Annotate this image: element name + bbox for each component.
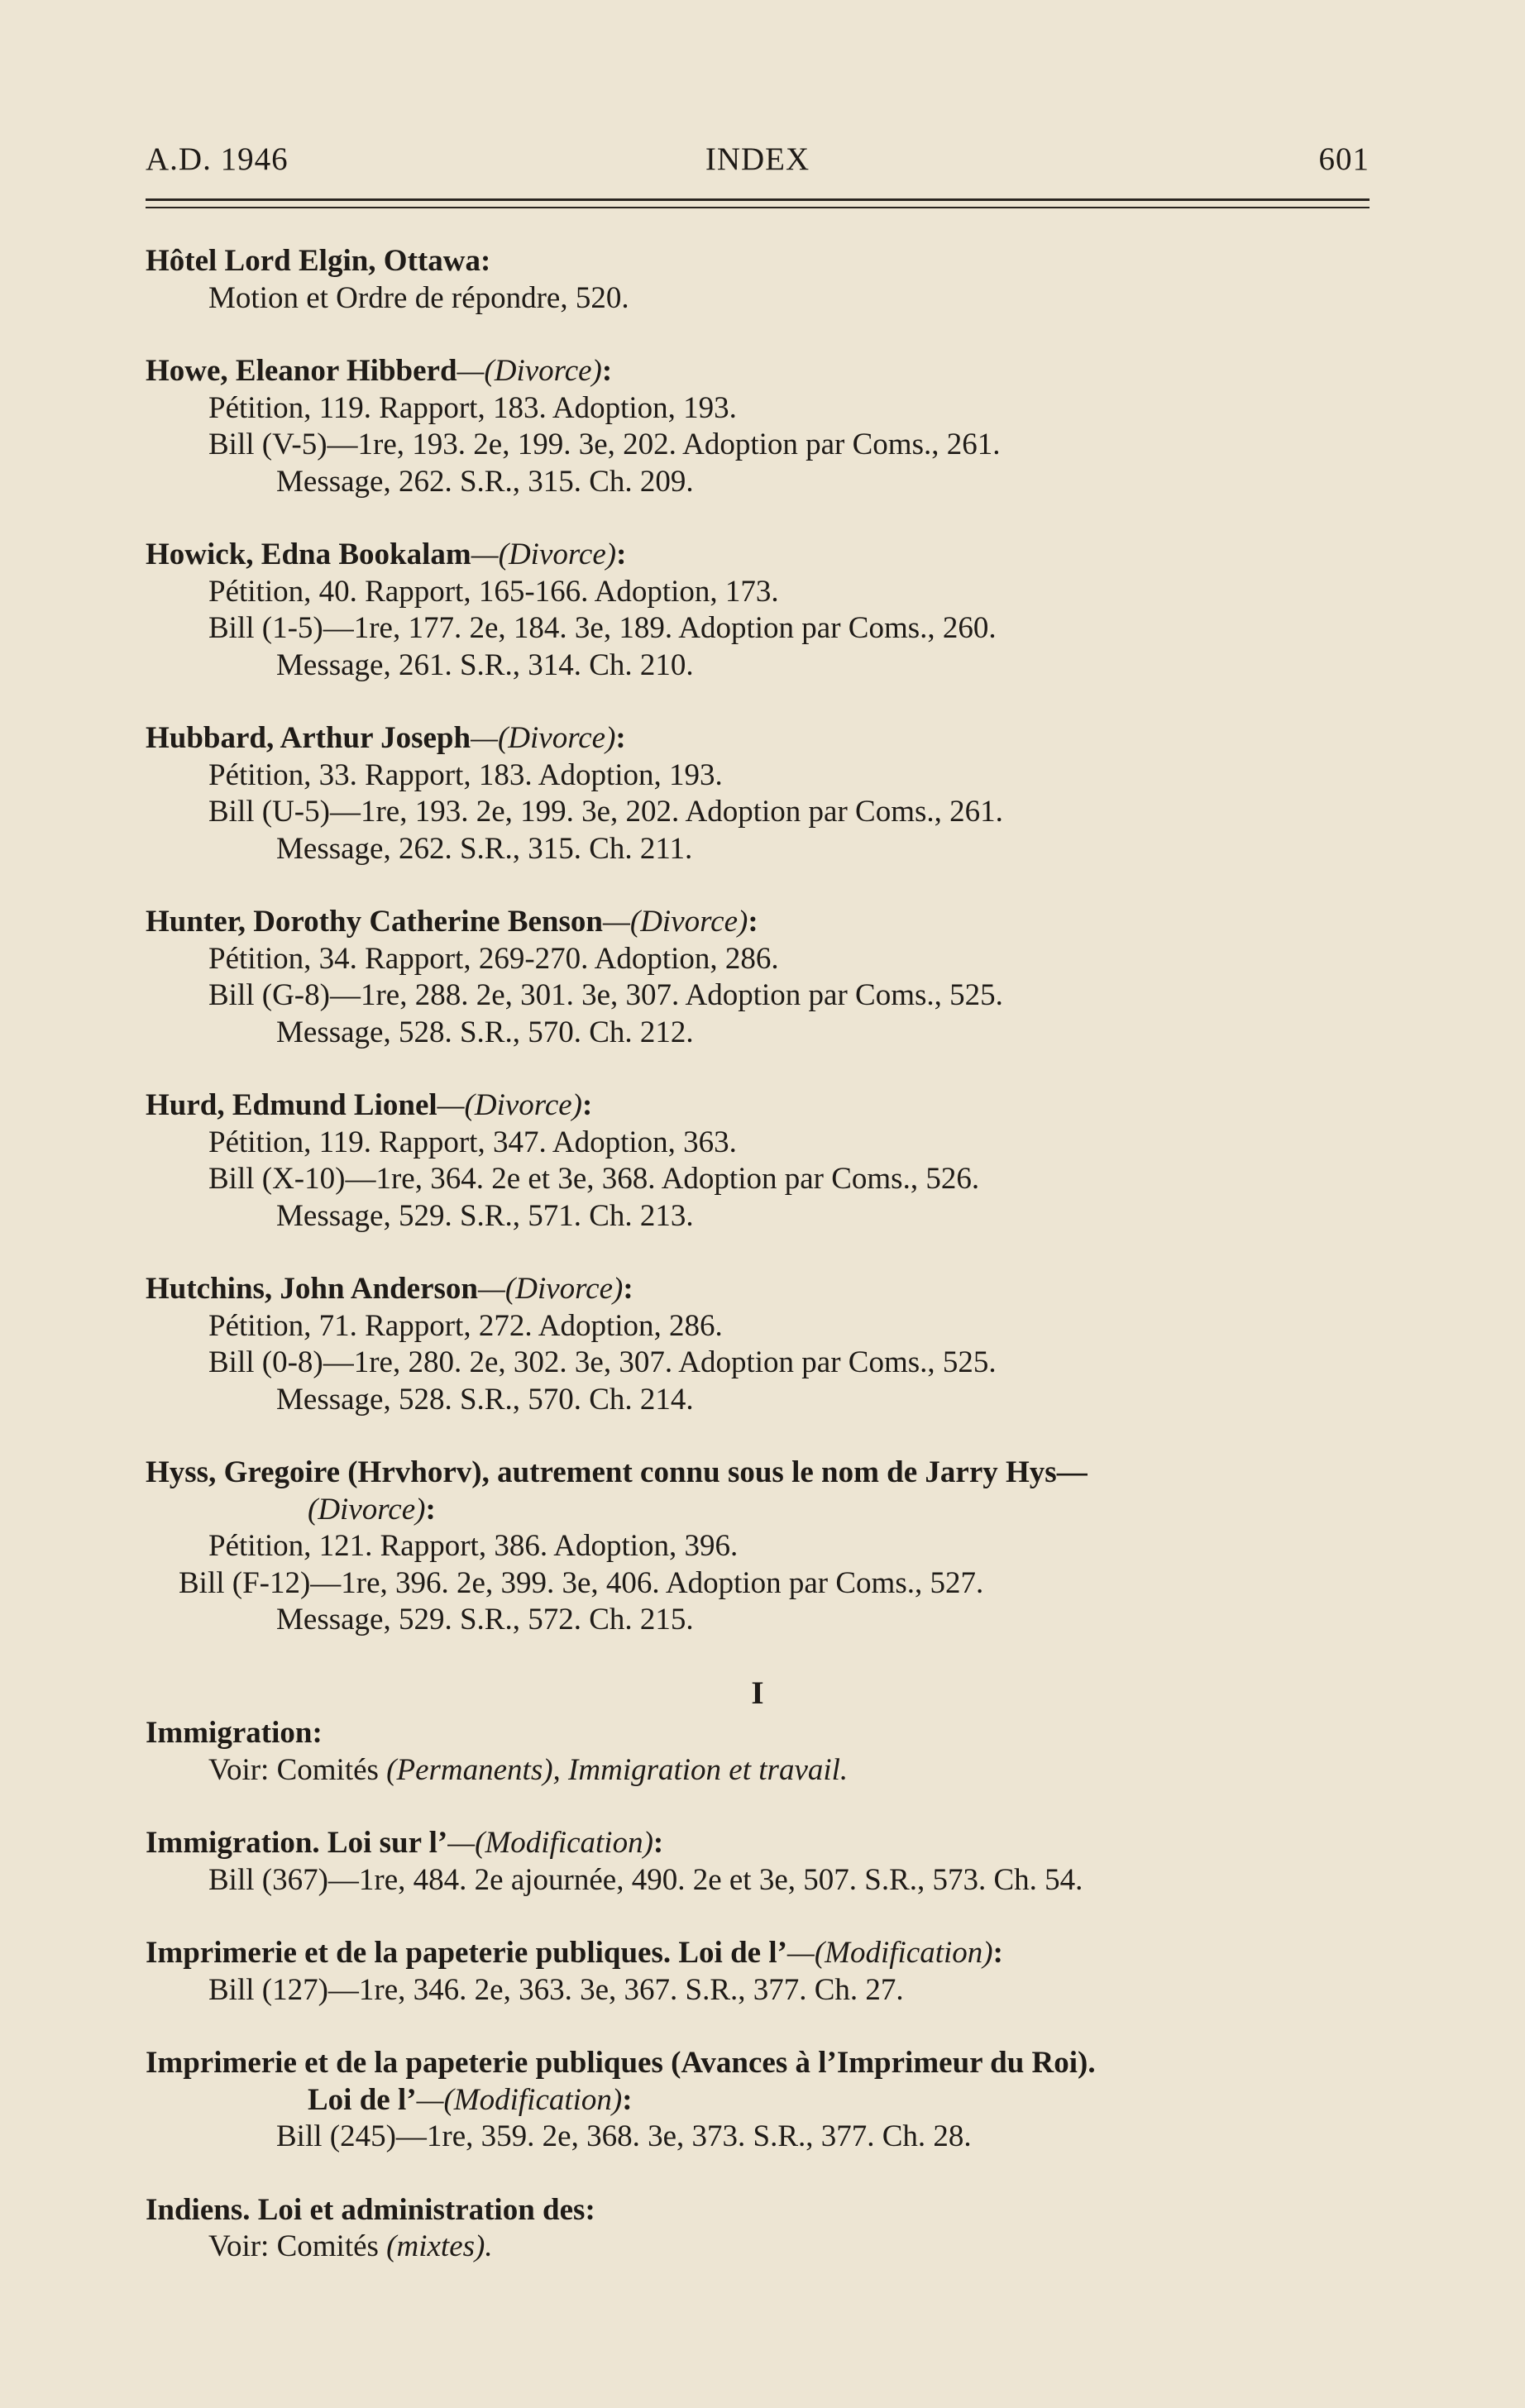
entry-line: Bill (G-8)—1re, 288. 2e, 301. 3e, 307. Adoption par Coms., 525. (208, 978, 1003, 1012)
entry-line: Pétition, 34. Rapport, 269-270. Adoption, 286. (208, 941, 779, 976)
entry-heading: Hurd, Edmund Lionel—(Divorce): (146, 1088, 593, 1122)
entry-heading: Imprimerie et de la papeterie publiques (Avances à l’Imprimeur du Roi). (146, 2046, 1096, 2080)
entry-line: Message, 261. S.R., 314. Ch. 210. (276, 647, 694, 682)
entry-heading: Howe, Eleanor Hibberd—(Divorce): (146, 354, 613, 388)
entry-heading: Hôtel Lord Elgin, Ottawa: (146, 244, 491, 278)
entry-line: Message, 262. S.R., 315. Ch. 209. (276, 464, 694, 499)
header-year: A.D. 1946 (146, 141, 289, 177)
index-entry (146, 1715, 1370, 1789)
entry-heading: Immigration: (146, 1716, 323, 1750)
entry-heading-continued: (Divorce): (308, 1492, 436, 1526)
entry-line: Pétition, 71. Rapport, 272. Adoption, 286. (208, 1308, 723, 1343)
page-number: 601 (1318, 141, 1370, 177)
entry-line: Bill (245)—1re, 359. 2e, 368. 3e, 373. S.R., 377. Ch. 28. (276, 2119, 972, 2153)
entry-line: Bill (X-10)—1re, 364. 2e et 3e, 368. Adoption par Coms., 526. (208, 1162, 980, 1196)
header-rule-top (146, 198, 1370, 201)
page-header (146, 141, 1370, 190)
entry-heading: Immigration. Loi sur l’—(Modification): (146, 1826, 664, 1860)
header-rule-bottom (146, 207, 1370, 208)
index-entry (146, 1455, 1370, 1639)
entry-line: Bill (V-5)—1re, 193. 2e, 199. 3e, 202. Adoption par Coms., 261. (208, 428, 1001, 461)
entry-heading: Hutchins, John Anderson—(Divorce): (146, 1272, 633, 1306)
entry-line: Message, 262. S.R., 315. Ch. 211. (276, 831, 693, 866)
entry-line: Voir: Comités (mixtes). (208, 2229, 493, 2263)
index-entry (146, 1271, 1370, 1418)
entry-heading: Hubbard, Arthur Joseph—(Divorce): (146, 721, 626, 755)
entry-line: Pétition, 121. Rapport, 386. Adoption, 396. (208, 1529, 739, 1563)
entry-line: Pétition, 119. Rapport, 347. Adoption, 363. (208, 1125, 737, 1159)
entry-heading: Indiens. Loi et administration des: (146, 2192, 595, 2227)
index-entry (146, 243, 1370, 317)
entry-line: Voir: Comités (Permanents), Immigration et travail. (208, 1752, 849, 1787)
index-entry (146, 1825, 1370, 1899)
section-letter: I (751, 1675, 764, 1711)
entry-heading: Howick, Edna Bookalam—(Divorce): (146, 538, 627, 571)
index-entry (146, 1935, 1370, 2009)
entry-line: Bill (1-5)—1re, 177. 2e, 184. 3e, 189. Adoption par Coms., 260. (208, 611, 997, 645)
entry-line: Message, 529. S.R., 571. Ch. 213. (276, 1198, 694, 1233)
entry-line: Motion et Ordre de répondre, 520. (208, 280, 629, 315)
entry-line: Bill (U-5)—1re, 193. 2e, 199. 3e, 202. Adoption par Coms., 261. (208, 795, 1003, 829)
entry-line: Bill (0-8)—1re, 280. 2e, 302. 3e, 307. Adoption par Coms., 525. (208, 1345, 997, 1379)
index-content (146, 243, 1370, 2302)
entry-heading: Hunter, Dorothy Catherine Benson—(Divorce): (146, 905, 758, 939)
index-entry (146, 720, 1370, 867)
entry-line: Bill (F-12)—1re, 396. 2e, 399. 3e, 406. Adoption par Coms., 527. (179, 1565, 984, 1600)
entry-line: Message, 529. S.R., 572. Ch. 215. (276, 1603, 694, 1636)
index-entry (146, 353, 1370, 500)
entry-line: Bill (367)—1re, 484. 2e ajournée, 490. 2e et 3e, 507. S.R., 573. Ch. 54. (208, 1862, 1083, 1897)
index-entry (146, 2192, 1370, 2266)
entry-heading-continued: Loi de l’—(Modification): (308, 2082, 633, 2117)
header-title: INDEX (705, 141, 810, 177)
entry-line: Bill (127)—1re, 346. 2e, 363. 3e, 367. S.R., 377. Ch. 27. (208, 1972, 904, 2007)
entry-heading: Hyss, Gregoire (Hrvhorv), autrement connu sous le nom de Jarry Hys— (146, 1455, 1088, 1489)
index-entry (146, 2045, 1370, 2156)
entry-heading: Imprimerie et de la papeterie publiques. Loi de l’—(Modification): (146, 1936, 1003, 1970)
index-entry (146, 537, 1370, 684)
entry-line: Message, 528. S.R., 570. Ch. 214. (276, 1382, 694, 1417)
index-entry (146, 1087, 1370, 1235)
entry-line: Pétition, 33. Rapport, 183. Adoption, 193. (208, 757, 723, 792)
entry-line: Message, 528. S.R., 570. Ch. 212. (276, 1015, 694, 1049)
entry-line: Pétition, 40. Rapport, 165-166. Adoption, 173. (208, 574, 779, 609)
index-entry (146, 904, 1370, 1051)
entry-line: Pétition, 119. Rapport, 183. Adoption, 193. (208, 390, 737, 425)
